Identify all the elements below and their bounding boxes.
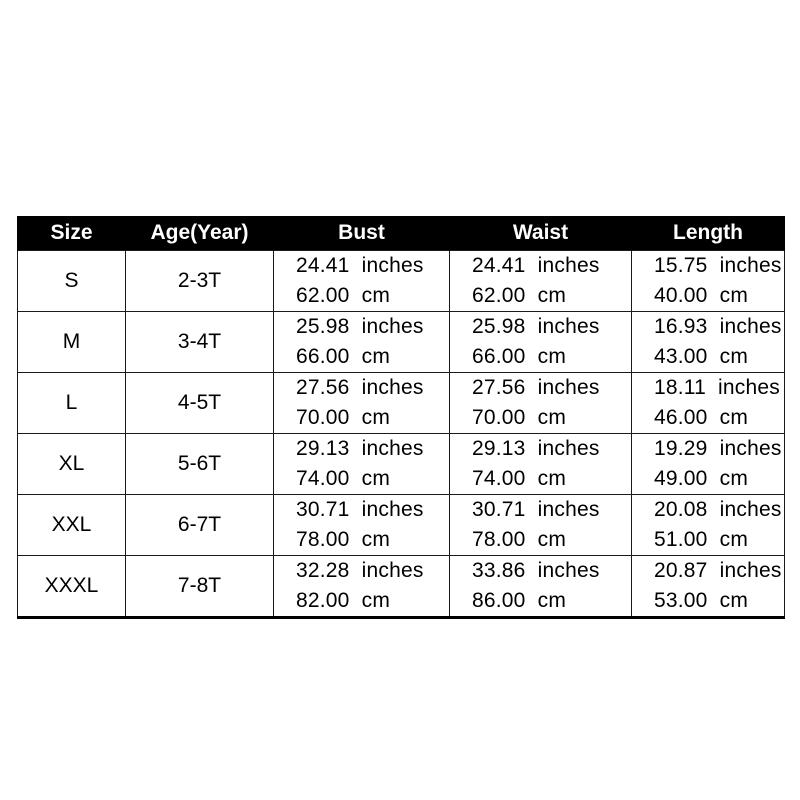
- bust-cm: 74.00 cm: [296, 467, 391, 490]
- waist-cell: [450, 495, 632, 556]
- waist-inches: 25.98 inches: [472, 315, 600, 338]
- waist-inches: 30.71 inches: [472, 498, 600, 521]
- waist-inches: 24.41 inches: [472, 254, 600, 277]
- waist-cell: [450, 556, 632, 618]
- table-row: [18, 556, 785, 618]
- waist-cm: 74.00 cm: [472, 467, 567, 490]
- table-row: [18, 312, 785, 373]
- waist-cm: 62.00 cm: [472, 284, 567, 307]
- bust-cm: 78.00 cm: [296, 528, 391, 551]
- header-bust: Bust: [274, 216, 450, 251]
- length-cell: [632, 312, 785, 373]
- bust-cm: 82.00 cm: [296, 589, 391, 612]
- length-cell: [632, 556, 785, 618]
- waist-cm: 66.00 cm: [472, 345, 567, 368]
- waist-cell: [450, 312, 632, 373]
- length-cm: 40.00 cm: [654, 284, 749, 307]
- header-waist: Waist: [450, 216, 632, 251]
- length-inches: 18.11 inches: [654, 376, 780, 399]
- length-cell: [632, 495, 785, 556]
- header-age: Age(Year): [126, 216, 274, 251]
- header-size: Size: [18, 216, 126, 251]
- length-inches: 19.29 inches: [654, 437, 782, 460]
- table-row: [18, 434, 785, 495]
- size-chart-table: [17, 216, 785, 619]
- age-cell: 6-7T: [126, 495, 274, 556]
- bust-cm: 62.00 cm: [296, 284, 391, 307]
- length-inches: 16.93 inches: [654, 315, 782, 338]
- bust-inches: 30.71 inches: [296, 498, 424, 521]
- age-cell: 4-5T: [126, 373, 274, 434]
- length-inches: 20.87 inches: [654, 559, 782, 582]
- length-cell: [632, 251, 785, 312]
- bust-cm: 70.00 cm: [296, 406, 391, 429]
- age-cell: 3-4T: [126, 312, 274, 373]
- table-header-row: [18, 216, 785, 251]
- bust-cell: [274, 312, 450, 373]
- size-cell: XL: [18, 434, 126, 495]
- length-cm: 53.00 cm: [654, 589, 749, 612]
- waist-cm: 78.00 cm: [472, 528, 567, 551]
- waist-inches: 29.13 inches: [472, 437, 600, 460]
- bust-inches: 25.98 inches: [296, 315, 424, 338]
- age-cell: 2-3T: [126, 251, 274, 312]
- waist-cell: [450, 251, 632, 312]
- bust-cell: [274, 373, 450, 434]
- bust-cell: [274, 251, 450, 312]
- bust-cell: [274, 556, 450, 618]
- header-length: Length: [632, 216, 785, 251]
- bust-inches: 27.56 inches: [296, 376, 424, 399]
- size-cell: XXXL: [18, 556, 126, 618]
- age-cell: 7-8T: [126, 556, 274, 618]
- waist-cell: [450, 373, 632, 434]
- waist-inches: 27.56 inches: [472, 376, 600, 399]
- waist-cm: 86.00 cm: [472, 589, 567, 612]
- bust-cell: [274, 434, 450, 495]
- waist-inches: 33.86 inches: [472, 559, 600, 582]
- length-cm: 46.00 cm: [654, 406, 749, 429]
- age-cell: 5-6T: [126, 434, 274, 495]
- waist-cell: [450, 434, 632, 495]
- size-cell: M: [18, 312, 126, 373]
- size-cell: XXL: [18, 495, 126, 556]
- table-row: [18, 495, 785, 556]
- table-row: [18, 251, 785, 312]
- waist-cm: 70.00 cm: [472, 406, 567, 429]
- length-inches: 20.08 inches: [654, 498, 782, 521]
- length-inches: 15.75 inches: [654, 254, 782, 277]
- length-cell: [632, 373, 785, 434]
- bust-cell: [274, 495, 450, 556]
- size-cell: L: [18, 373, 126, 434]
- bust-inches: 24.41 inches: [296, 254, 424, 277]
- length-cm: 51.00 cm: [654, 528, 749, 551]
- length-cell: [632, 434, 785, 495]
- length-cm: 43.00 cm: [654, 345, 749, 368]
- table-row: [18, 373, 785, 434]
- size-cell: S: [18, 251, 126, 312]
- bust-inches: 29.13 inches: [296, 437, 424, 460]
- bust-cm: 66.00 cm: [296, 345, 391, 368]
- bust-inches: 32.28 inches: [296, 559, 424, 582]
- length-cm: 49.00 cm: [654, 467, 749, 490]
